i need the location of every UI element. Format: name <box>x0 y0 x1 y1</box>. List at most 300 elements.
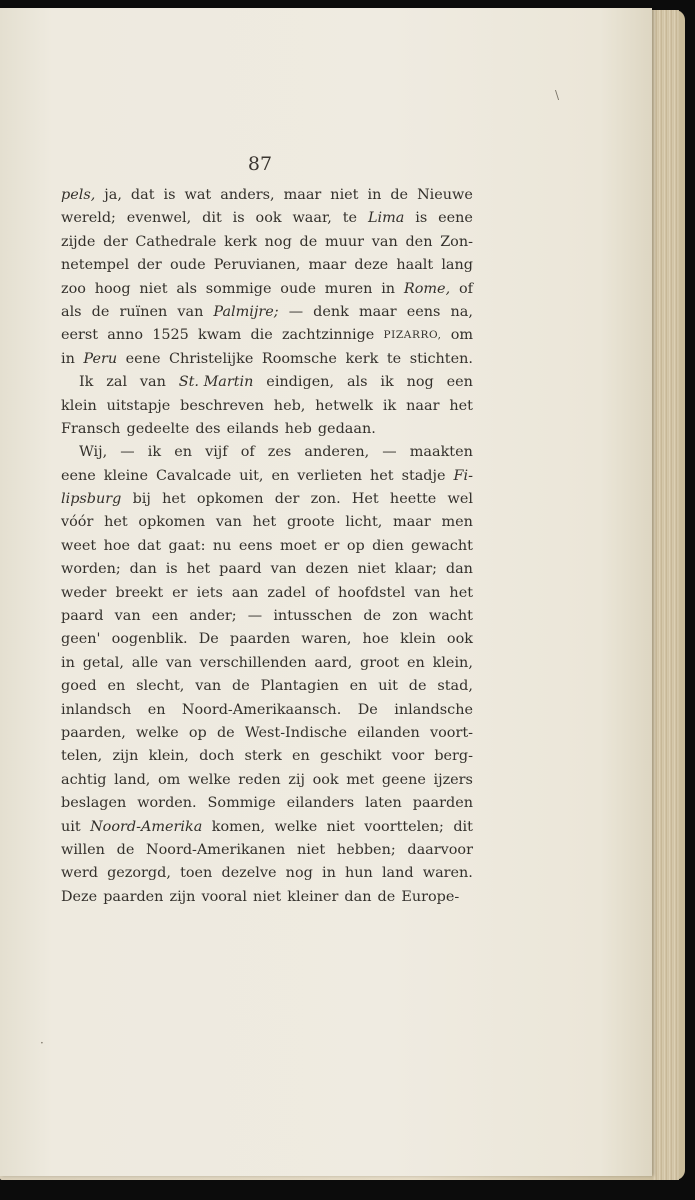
word: eerst <box>61 327 99 344</box>
word: hoofdstel <box>337 584 406 601</box>
word: aard, <box>314 654 353 671</box>
word: kleiner <box>287 888 339 905</box>
word: en <box>349 678 368 695</box>
word: der <box>103 233 128 250</box>
word: muur <box>324 233 365 250</box>
text-line <box>61 769 473 792</box>
word: groote <box>286 514 335 531</box>
word: en <box>292 748 310 765</box>
word: denk <box>313 303 349 320</box>
word: eilanders <box>286 795 355 812</box>
body-text <box>61 184 473 909</box>
word: dat <box>130 187 155 203</box>
word: Ik <box>79 374 94 391</box>
word: oude <box>280 280 316 297</box>
word: is <box>232 210 245 227</box>
word: niet <box>253 888 282 905</box>
word: zes <box>267 444 292 461</box>
word: waar, <box>292 210 332 227</box>
word: worden. <box>137 795 197 812</box>
word: voort- <box>430 724 473 741</box>
word: stichten. <box>409 350 473 367</box>
word: zachtzinnige <box>281 327 375 344</box>
word: getal, <box>82 654 124 671</box>
word: Wij, <box>79 444 108 461</box>
word: komen, <box>211 818 266 835</box>
word: hoe <box>362 631 389 648</box>
word: de <box>91 303 110 320</box>
word: opkomen <box>196 491 264 508</box>
word: paarden, <box>61 724 126 741</box>
text-line <box>61 395 473 418</box>
word: — <box>247 608 263 625</box>
word: vóór <box>61 514 94 531</box>
word: den <box>405 233 433 250</box>
word: inlandsche <box>394 701 473 718</box>
word: is <box>163 187 176 203</box>
page-edges <box>653 10 679 1180</box>
word: vijf <box>205 444 228 461</box>
word: — <box>288 303 304 320</box>
word: niet <box>330 187 359 203</box>
word: Roomsche <box>261 350 337 367</box>
word: eens <box>406 303 441 320</box>
word: en <box>271 467 290 484</box>
word: Noord-Amerikanen <box>146 841 286 858</box>
word: de <box>390 187 409 203</box>
word: zijn <box>112 748 139 765</box>
word: muren <box>324 280 373 297</box>
word: worden; <box>61 561 121 578</box>
word: De <box>198 631 219 648</box>
word: stad, <box>437 678 473 695</box>
word: om <box>450 327 473 344</box>
word: St. Martin <box>178 374 254 391</box>
word: geene <box>381 771 426 788</box>
word: voor <box>391 748 425 765</box>
word: maar <box>393 514 431 531</box>
word: vooral <box>201 888 247 905</box>
word: hoe <box>103 537 131 554</box>
word: kerk <box>345 350 379 367</box>
word: groot <box>359 654 400 671</box>
word: van <box>177 303 204 320</box>
word: alle <box>131 654 159 671</box>
word: Het <box>351 491 379 508</box>
word: zij <box>288 771 305 788</box>
word: PIZARRO, <box>383 329 442 342</box>
word: aan <box>231 584 259 601</box>
word: bij <box>132 491 151 508</box>
word: en <box>147 701 166 718</box>
word: maar <box>308 257 347 274</box>
text-line <box>61 745 473 768</box>
word: uitstapje <box>106 397 171 414</box>
word: Christelijke <box>169 350 254 367</box>
word: de <box>408 678 427 695</box>
word: deze <box>354 257 389 274</box>
word: lipsburg <box>61 491 122 508</box>
word: paard <box>61 608 104 625</box>
word: land <box>381 865 414 882</box>
word: slecht, <box>136 678 185 695</box>
word: oude <box>169 257 206 274</box>
word: nu <box>212 537 232 554</box>
word: klein <box>61 397 97 414</box>
word: op <box>188 724 207 741</box>
word: de <box>216 724 235 741</box>
word: welke <box>187 771 231 788</box>
word: niet <box>139 280 168 297</box>
text-line <box>61 207 473 230</box>
word: kleine <box>103 467 149 484</box>
word: Peruvianen, <box>213 257 301 274</box>
word: het <box>162 491 186 508</box>
word: der <box>137 257 162 274</box>
word: netempel <box>61 257 130 274</box>
word: om <box>158 771 181 788</box>
word: klaar; <box>394 561 437 578</box>
word: lang <box>441 257 473 274</box>
word: zoo <box>61 280 86 297</box>
word: gezorgd, <box>107 865 171 882</box>
word: moet <box>279 537 317 554</box>
word: Sommige <box>207 795 276 812</box>
word: Europe- <box>401 888 460 905</box>
word: paarden <box>103 888 164 905</box>
word: de <box>232 678 250 695</box>
word: zijn <box>169 888 196 905</box>
text-line <box>61 488 473 511</box>
word: De <box>357 701 378 718</box>
word: sommige <box>205 280 272 297</box>
word: die <box>250 327 273 344</box>
word: van <box>270 561 297 578</box>
word: een <box>446 374 473 391</box>
word: Peru <box>83 350 118 367</box>
word: gedeelte <box>126 420 190 437</box>
word: berg- <box>434 748 473 765</box>
word: welke <box>136 724 179 741</box>
word: — <box>382 444 397 461</box>
word: doch <box>199 748 235 765</box>
word: dit <box>453 818 473 835</box>
word: paard <box>219 561 262 578</box>
word: te <box>386 350 402 367</box>
word: dan <box>344 888 372 905</box>
text-line <box>61 582 473 605</box>
word: en <box>174 444 192 461</box>
word: zadel <box>267 584 306 601</box>
word: uit, <box>239 467 264 484</box>
text-line <box>61 301 473 324</box>
word: of <box>314 584 329 601</box>
word: achtig <box>61 771 107 788</box>
word: ik <box>380 374 394 391</box>
word: Nieuwe <box>417 187 473 203</box>
word: ik <box>147 444 162 461</box>
word: naar <box>406 397 440 414</box>
word: zijde <box>61 233 96 250</box>
word: — <box>120 444 135 461</box>
word: hoog <box>94 280 131 297</box>
word: pels, <box>61 187 96 203</box>
text-line <box>61 699 473 722</box>
word: eilanden <box>357 724 420 741</box>
word: hebben; <box>336 841 396 858</box>
word: van <box>114 608 141 625</box>
word: der <box>274 491 300 508</box>
word: anno <box>107 327 144 344</box>
word: met <box>346 771 375 788</box>
word: oogenblik. <box>111 631 188 648</box>
word: Palmijre; <box>213 303 279 320</box>
word: evenwel, <box>126 210 192 227</box>
word: klein, <box>148 748 189 765</box>
text-line <box>61 886 473 909</box>
word: de <box>363 608 382 625</box>
word: Fransch <box>61 420 121 437</box>
word: verschillenden <box>199 654 307 671</box>
speck: · <box>40 1036 44 1050</box>
word: dat <box>137 537 162 554</box>
word: en <box>107 678 126 695</box>
text-line <box>61 675 473 698</box>
word: werd <box>61 865 98 882</box>
text-line <box>61 862 473 885</box>
word: de <box>116 841 135 858</box>
word: geschikt <box>320 748 382 765</box>
word: toen <box>180 865 213 882</box>
word: als <box>346 374 368 391</box>
word: inlandsch <box>61 701 132 718</box>
word: anderen, <box>304 444 370 461</box>
word: gaat: <box>168 537 206 554</box>
word: ook <box>312 771 339 788</box>
word: telen, <box>61 748 103 765</box>
word: te <box>342 210 358 227</box>
text-line <box>61 816 473 839</box>
word: Rome, <box>403 280 451 297</box>
word: welke <box>274 818 318 835</box>
text-line <box>61 558 473 581</box>
text-line <box>61 628 473 651</box>
text-line <box>61 511 473 534</box>
word: het <box>252 514 277 531</box>
word: ik <box>382 397 397 414</box>
word: Zon- <box>440 233 473 250</box>
text-line <box>61 254 473 277</box>
word: Deze <box>61 888 98 905</box>
word: kwam <box>198 327 242 344</box>
word: gewacht <box>411 537 473 554</box>
text-line <box>61 371 473 394</box>
word: zon. <box>310 491 341 508</box>
word: uit <box>378 678 398 695</box>
word: niet <box>357 561 386 578</box>
word: eens <box>238 537 273 554</box>
word: goed <box>61 678 97 695</box>
word: dezen <box>305 561 349 578</box>
word: dan <box>445 561 473 578</box>
text-line <box>61 441 473 464</box>
word: reden <box>238 771 281 788</box>
word: paarden <box>412 795 473 812</box>
word: gedaan. <box>317 420 376 437</box>
word: Noord-Amerika <box>90 818 203 835</box>
text-line <box>61 792 473 815</box>
text-line <box>61 839 473 862</box>
word: nog <box>406 374 434 391</box>
word: heette <box>389 491 437 508</box>
word: eene <box>61 467 96 484</box>
word: willen <box>61 841 105 858</box>
word: maakten <box>409 444 473 461</box>
word: eene <box>438 210 473 227</box>
word: maar <box>358 303 397 320</box>
word: in <box>367 187 382 203</box>
word: het <box>449 397 473 414</box>
word: iets <box>196 584 223 601</box>
word: licht, <box>345 514 383 531</box>
word: weder <box>61 584 107 601</box>
word: ook <box>446 631 473 648</box>
word: het <box>104 514 128 531</box>
word: het <box>370 467 394 484</box>
word: Cavalcade <box>156 467 232 484</box>
word: Noord-Amerikaansch. <box>181 701 342 718</box>
word: zal <box>106 374 128 391</box>
word: men <box>441 514 473 531</box>
word: niet <box>296 841 326 858</box>
word: daarvoor <box>407 841 473 858</box>
word: nog <box>264 233 292 250</box>
word: van <box>195 678 222 695</box>
word: zon <box>392 608 418 625</box>
word: geen' <box>61 631 101 648</box>
word: niet <box>326 818 355 835</box>
page-number: 87 <box>247 153 273 175</box>
book-page <box>0 8 652 1176</box>
word: of <box>240 444 255 461</box>
word: van <box>139 374 166 391</box>
word: verlieten <box>297 467 363 484</box>
word: het <box>186 561 211 578</box>
word: Lima <box>367 210 405 227</box>
word: Cathedrale <box>135 233 217 250</box>
text-line <box>61 722 473 745</box>
word: en <box>407 654 425 671</box>
text-line <box>61 184 473 207</box>
word: ook <box>255 210 282 227</box>
word: dan <box>129 561 157 578</box>
word: of <box>458 280 473 297</box>
word: waren, <box>301 631 352 648</box>
word: eilands <box>226 420 279 437</box>
text-line <box>61 465 473 488</box>
word: eindigen, <box>266 374 335 391</box>
word: klein, <box>432 654 473 671</box>
word: is <box>165 561 178 578</box>
word: stadje <box>401 467 446 484</box>
word: de <box>377 888 396 905</box>
word: wat <box>184 187 212 203</box>
text-line <box>61 324 473 347</box>
word: weet <box>61 537 97 554</box>
word: West-Indische <box>244 724 348 741</box>
word: als <box>176 280 197 297</box>
word: kerk <box>224 233 257 250</box>
word: ijzers <box>433 771 473 788</box>
word: als <box>61 303 82 320</box>
word: des <box>195 420 221 437</box>
word: hun <box>344 865 373 882</box>
word: wel <box>447 491 473 508</box>
word: wacht <box>428 608 473 625</box>
word: van <box>165 654 192 671</box>
word: dezelve <box>221 865 277 882</box>
word: beschreven <box>180 397 264 414</box>
word: klein <box>400 631 436 648</box>
text-line <box>61 652 473 675</box>
word: Plantagien <box>260 678 339 695</box>
word: Fi- <box>453 467 473 484</box>
text-line <box>61 535 473 558</box>
word: land, <box>114 771 151 788</box>
word: de <box>299 233 318 250</box>
word: uit <box>61 818 81 835</box>
word: in <box>61 350 75 367</box>
word: het <box>449 584 473 601</box>
word: er <box>172 584 188 601</box>
word: laten <box>365 795 402 812</box>
word: heb <box>284 420 312 437</box>
word: haalt <box>396 257 434 274</box>
text-line <box>61 278 473 301</box>
word: waren. <box>422 865 473 882</box>
word: hetwelk <box>315 397 374 414</box>
word: op <box>346 537 365 554</box>
word: paarden <box>229 631 291 648</box>
word: van <box>371 233 398 250</box>
word: van <box>215 514 242 531</box>
word: ja, <box>104 187 122 203</box>
word: maar <box>283 187 322 203</box>
word: wereld; <box>61 210 116 227</box>
word: breekt <box>115 584 164 601</box>
word: een <box>151 608 179 625</box>
word: eene <box>125 350 161 367</box>
text-line <box>61 231 473 254</box>
word: heb, <box>273 397 306 414</box>
word: anders, <box>220 187 275 203</box>
word: 1525 <box>152 327 189 344</box>
word: dit <box>202 210 222 227</box>
text-line <box>61 348 473 371</box>
word: opkomen <box>138 514 206 531</box>
text-line <box>61 418 473 441</box>
speck: \ <box>555 88 560 102</box>
word: sterk <box>244 748 282 765</box>
word: dien <box>372 537 404 554</box>
word: beslagen <box>61 795 127 812</box>
word: voorttelen; <box>364 818 444 835</box>
word: in <box>321 865 336 882</box>
word: ruïnen <box>119 303 168 320</box>
word: van <box>414 584 441 601</box>
word: in <box>381 280 396 297</box>
word: er <box>323 537 340 554</box>
